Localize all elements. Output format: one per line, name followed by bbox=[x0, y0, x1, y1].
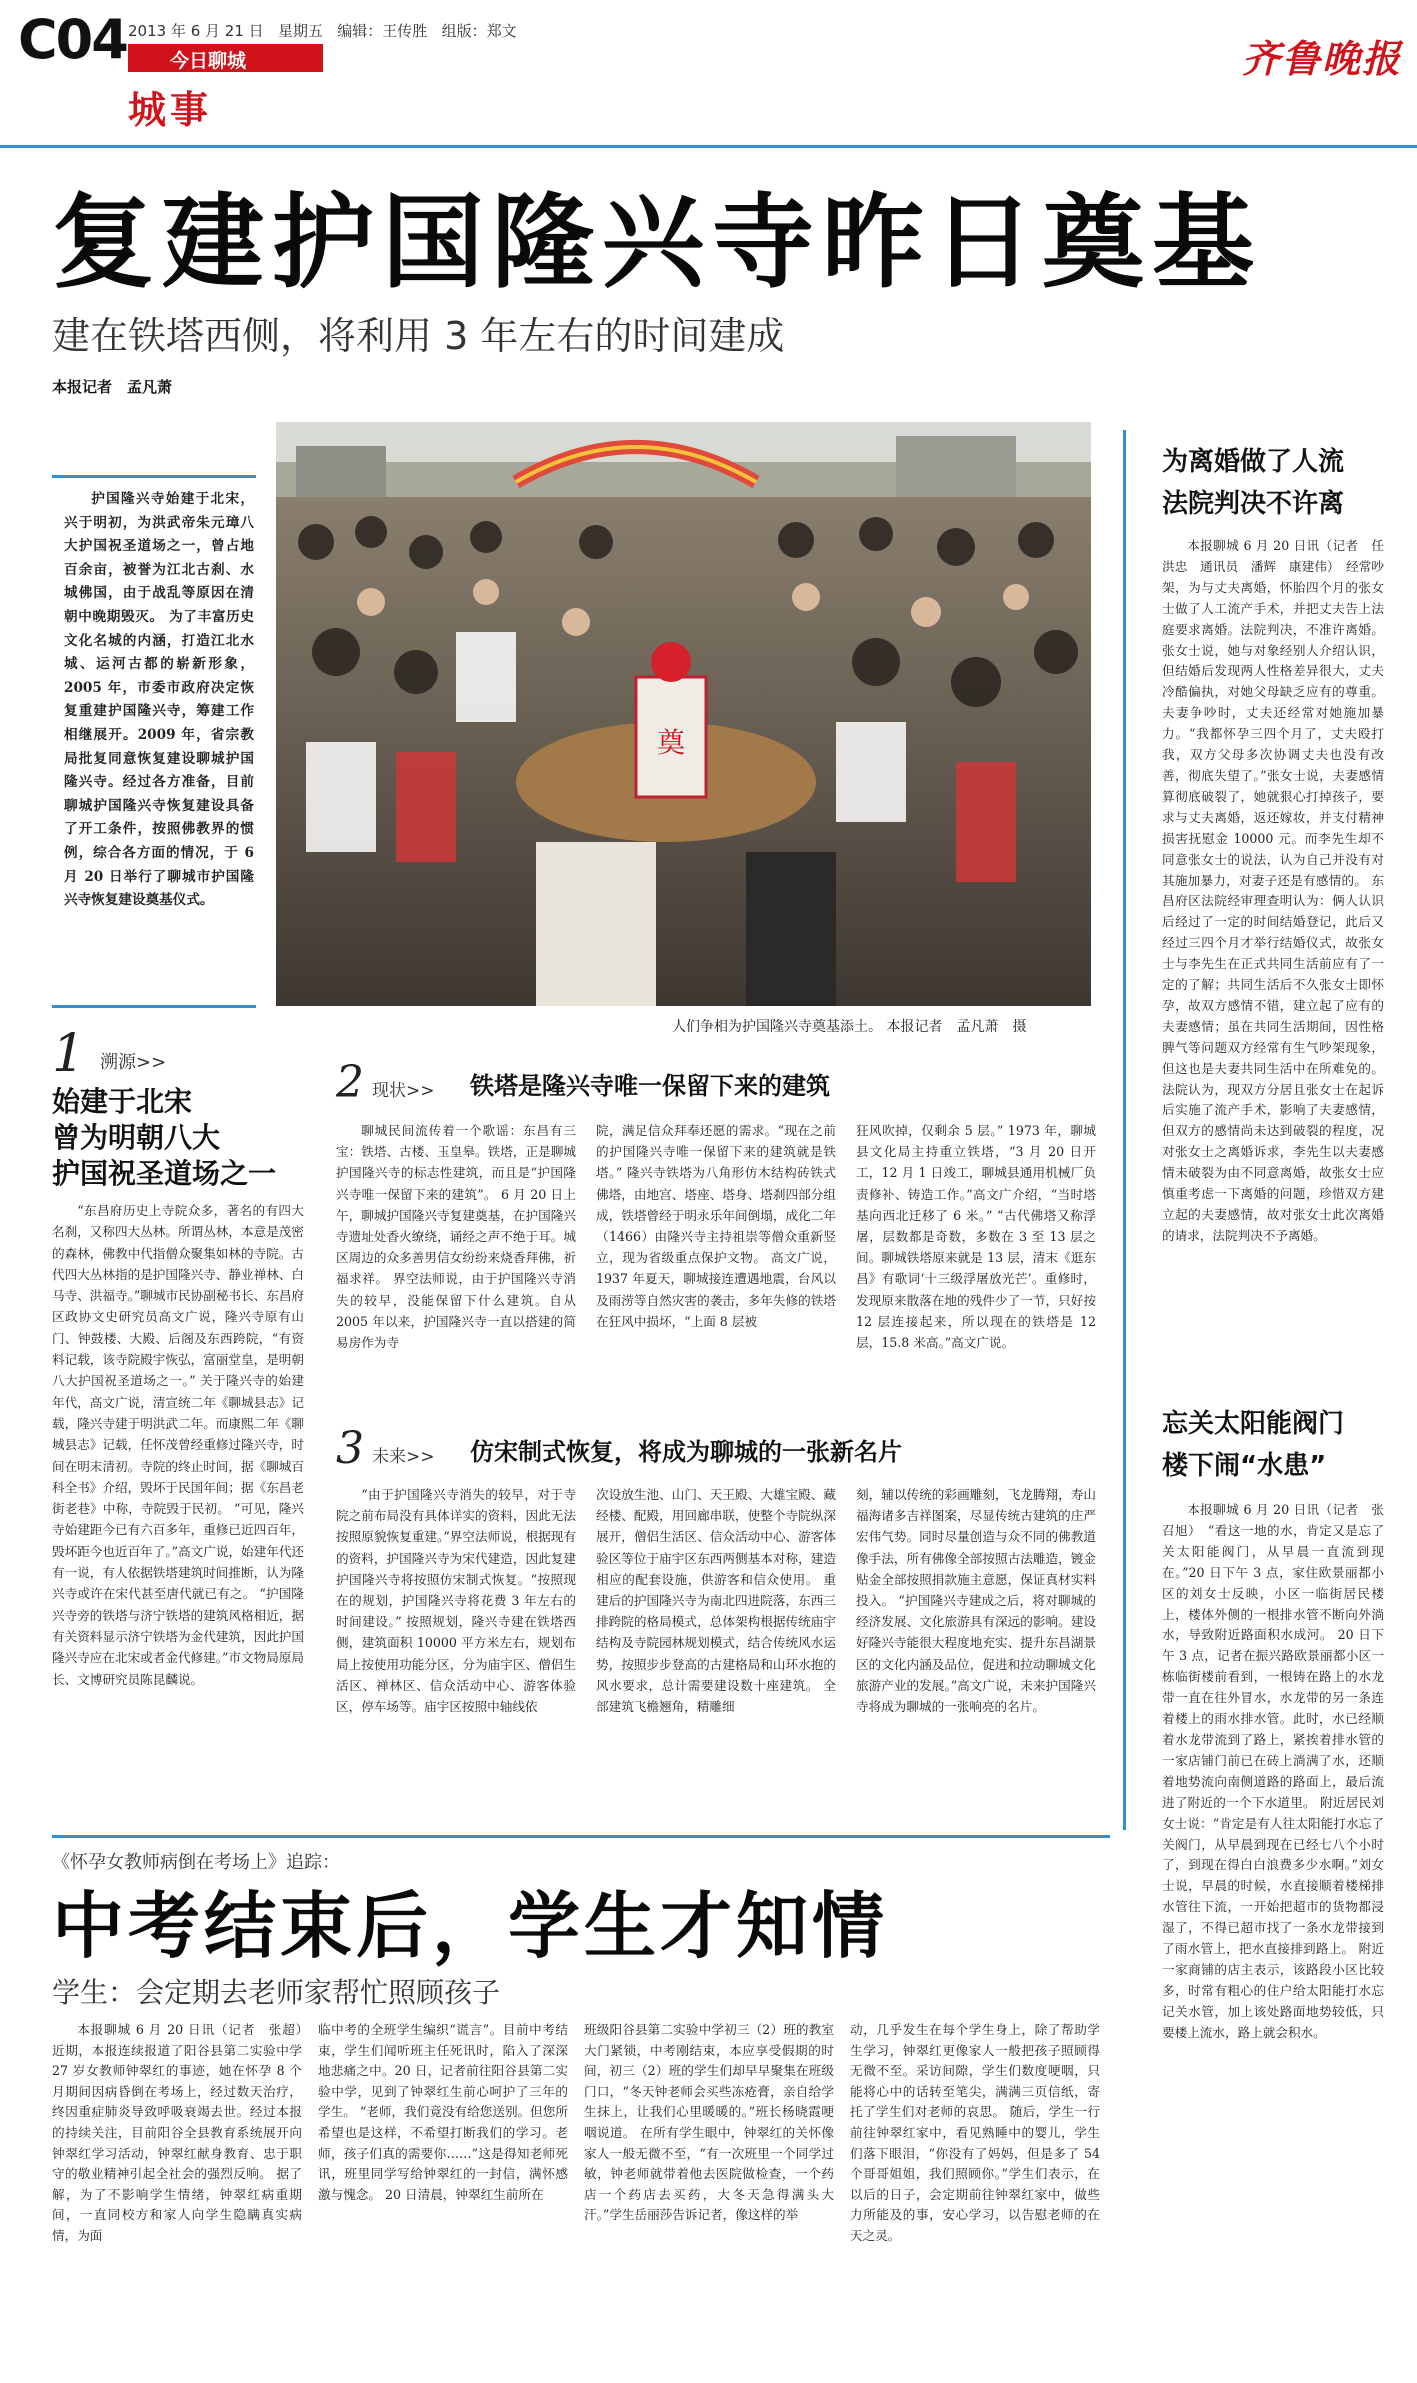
section3-label: 未来>> bbox=[372, 1447, 435, 1467]
issue-weekday: 星期五 bbox=[277, 22, 323, 40]
sidebar-story1-title-line1: 为离婚做了人流 bbox=[1162, 447, 1345, 477]
layout-label: 组版：郑文 bbox=[441, 22, 517, 40]
second-story-headline: 中考结束后，学生才知情 bbox=[52, 1884, 889, 1968]
section2-col1: 聊城民间流传着一个歌谣：东昌有三宝：铁塔、古楼、玉皇皋。铁塔，正是聊城护国隆兴寺的标志性建筑，而且是“护国隆兴寺唯一保留下来的建筑”。 6 月 20 日上午，聊城护国隆兴寺复建奠基，在护国隆兴寺遗址处香火缭绕，诵经之声不绝于耳。城区周边的众多善男信女纷纷来烧香拜佛，祈福求祥。 界空法师说，由于护国隆兴寺消失的较早，没能保留下什么建筑。自从 2005 年以来，护国隆兴寺一直以搭建的简易房作为寺 bbox=[336, 1123, 576, 1351]
sidebar-story2-title-line1: 忘关太阳能阀门 bbox=[1162, 1409, 1345, 1439]
sidebar-divider bbox=[1123, 430, 1126, 1830]
section2-label: 现状>> bbox=[372, 1081, 435, 1101]
section2-title: 铁塔是隆兴寺唯一保留下来的建筑 bbox=[470, 1072, 830, 1100]
section2-number: 2 bbox=[336, 1057, 364, 1108]
photo-caption: 人们争相为护国隆兴寺奠基添土。 本报记者 孟凡萧 摄 bbox=[672, 1019, 1027, 1035]
sidebar-story2-title-line2: 楼下闹“水患” bbox=[1162, 1451, 1327, 1481]
section3-col1: “由于护国隆兴寺消失的较早，对于寺院之前布局没有具体详实的资料，因此无法按照原貌恢复重建。”界空法师说，根据现有的资料，护国隆兴寺为宋代建造，因此复建护国隆兴寺将按照仿宋制式恢复。“按照现在的规划，护国隆兴寺将花费 3 年左右的时间建设。” 按照规划，隆兴寺建在铁塔西侧，建筑面积 10000 平方米左右，规划布局上按使用功能分区，分为庙宇区、僧侣生活区、禅林区、信众活动中心、游客体验区，停车场等。庙宇区按照中轴线依 bbox=[336, 1487, 576, 1715]
sidebar-story1-body: 本报聊城 6 月 20 日讯（记者 任洪忠 通讯员 潘辉 康建伟） 经常吵架，为与丈夫离婚，怀胎四个月的张女士做了人工流产手术，并把丈夫告上法庭要求离婚。法院判决，不准许离婚。 张女士说，她与对象经别人介绍认识，但结婚后发现两人性格差异很大，丈夫冷酷偏执，对她父母缺乏应有的尊重。夫妻争吵时，丈夫还经常对她施加暴力。“我都怀孕三四个月了，丈夫殴打我，双方父母多次协调丈夫也没有改善，彻底失望了。”张女士说，夫妻感情算彻底破裂了，她就狠心打掉孩子，要求与丈夫离婚，返还嫁妆，并支付精神损害抚慰金 10000 元。而李先生却不同意张女士的说法，认为自己并没有对其施加暴力，对妻子还是有感情的。 东昌府区法院经审理查明认为：俩人认识后经过了一定的时间结婚登记，此后又经过三四个月才举行结婚仪式，故张女士与李先生在正式共同生活前应有了一定的了解；共同生活后不久张女士即怀孕，故双方感情不错，建立起了应有的夫妻感情；虽在共同生活期间，因性格脾气等问题双方经常有生气吵架现象，但这也是夫妻共同生活中在所难免的。 法院认为，现双方分居且张女士在起诉后实施了流产手术，影响了夫妻感情，但双方的感情尚未达到破裂的程度，况对张女士之离婚诉求，李先生以夫妻感情未破裂为由不同意离婚，故张女士应慎重考虑一下离婚的问题，珍惜双方建立起的夫妻感情，故对张女士此次离婚的请求，法院判决不予离婚。 bbox=[1162, 538, 1384, 1243]
section1-number: 1 bbox=[52, 1024, 86, 1084]
main-subhead: 建在铁塔西侧，将利用 3 年左右的时间建成 bbox=[52, 314, 785, 358]
second-story-col2: 临中考的全班学生编织“谎言”。目前中考结束，学生们闻听班主任死讯时，陷入了深深地悲痛之中。20 日，记者前往阳谷县第二实验中学，见到了钟翠红生前心呵护了三年的学生。 “老师，我们竟没有给您送别。但您所希望也是这样，不希望打断我们的学习。老师，孩子们真的需要你……”这是得知老师死讯，班里同学写给钟翠红的一封信，满怀感激与愧念。 20 日清晨，钟翠红生前所在 bbox=[318, 2022, 568, 2202]
photo-stone-sign: 奠 bbox=[656, 726, 686, 759]
section3-col3: 刻，辅以传统的彩画雕刻，飞龙腾翔，寿山福海诸多吉祥图案，尽显传统古建筑的庄严宏伟气势。同时尽量创造与众不同的佛教道像手法，所有佛像全部按照古法雕造，镀金贴金全部按照捐款施主意愿，保证真材实料投入。 “护国隆兴寺建成之后，将对聊城的经济发展、文化旅游具有深远的影响。建设好隆兴寺能很大程度地充实、提升东昌湖景区的文化内涵及品位，促进和拉动聊城文化旅游产业的发展。”高文广说，未来护国隆兴寺将成为聊城的一张响亮的名片。 bbox=[856, 1487, 1096, 1715]
main-photo bbox=[276, 422, 1091, 1006]
section1-title-line3: 护国祝圣道场之一 bbox=[52, 1157, 277, 1190]
section1-title-line2: 曾为明朝八大 bbox=[52, 1121, 221, 1154]
section3-title: 仿宋制式恢复，将成为聊城的一张新名片 bbox=[470, 1438, 902, 1466]
editor-label: 编辑：王传胜 bbox=[337, 22, 428, 40]
main-headline: 复建护国隆兴寺昨日奠基 bbox=[52, 184, 1262, 303]
section1-label: 溯源>> bbox=[100, 1052, 167, 1073]
second-story-col4: 动，几乎发生在每个学生身上，除了帮助学生学习，钟翠红更像家人一般把孩子照顾得无微不至。采访间隙，学生们数度哽咽，只能将心中的话转至笔尖，满满三页信纸，寄托了学生们对老师的哀思。 随后，学生一行前往钟翠红家中，看见熟睡中的婴儿，学生们落下眼泪，“你没有了妈妈，但是多了 54 个哥哥姐姐，我们照顾你。”学生们表示，在以后的日子，会定期前往钟翠红家中，做些力所能及的事，安心学习，以告慰老师的在天之灵。 bbox=[850, 2022, 1100, 2243]
section2-col3: 狂风吹掉，仅剩余 5 层。” 1973 年，聊城县文化局主持重立铁塔，“3 月 20 日开工，12 月 1 日竣工，聊城县通用机械厂负责修补、铸造工作。”高文广介绍，“当时塔基向西北迁移了 6 米。” “古代佛塔又称浮屠，层数都是奇数，多数在 3 至 13 层之间。聊城铁塔原来就是 13 层，清末《逛东昌》有歌词‘十三级浮屠放光芒’。重修时，发现原来散落在地的残件少了一节，只好按 12 层连接起来，所以现在的铁塔是 12 层，15.8 米高。”高文广说。 bbox=[856, 1123, 1096, 1351]
header-rule bbox=[0, 145, 1417, 148]
second-story-kicker: 《怀孕女教师病倒在考场上》追踪： bbox=[52, 1852, 340, 1873]
section-tag: 今日聊城 bbox=[170, 50, 247, 72]
section1-body: “东昌府历史上寺院众多，著名的有四大名刹，又称四大丛林。所谓丛林，本意是茂密的森林，佛教中代指僧众聚集如林的寺院。古代四大丛林指的是护国隆兴寺、静业禅林、白马寺、洪福寺。”聊城市民协副秘书长、东昌府区政协文史研究员高文广说，隆兴寺原有山门、钟鼓楼、大殿、后阁及东西跨院，“有资料记载，该寺院殿宇恢弘，富丽堂皇，是明朝八大护国祝圣道场之一。” 关于隆兴寺的始建年代，高文广说，清宣统二年《聊城县志》记载，隆兴寺建于明洪武二年。而康熙二年《聊城县志》记载，任怀茂曾经重修过隆兴寺，时间在明末清初。寺院的终止时间，据《聊城百科全书》介绍，毁坏于民国年间；据《东昌老街老巷》中称，寺院毁于民初。 “可见，隆兴寺始建距今已有六百多年，重修已近四百年，毁坏距今也近百年了。”高文广说，始建年代还有一说，有人依据铁塔建筑时间推断，认为隆兴寺或许在宋代甚至唐代就已有之。 “护国隆兴寺旁的铁塔与济宁铁塔的建筑风格相近，据有关资料显示济宁铁塔为金代建筑，因此护国隆兴寺应在北宋或者金代修建。”市文物局原局长、文博研究员陈昆麟说。 bbox=[52, 1203, 305, 1687]
second-story-top-rule bbox=[52, 1835, 1110, 1838]
second-story-col1: 本报聊城 6 月 20 日讯（记者 张超） 近期，本报连续报道了阳谷县第二实验中学 27 岁女教师钟翠红的事迹，她在怀孕 8 个月期间因病昏倒在考场上，经过数天治疗，终因重症肺炎导致呼吸衰竭去世。经过本报的持续关注，目前阳谷全县教育系统展开向钟翠红学习活动，钟翠红献身教育、忠于职守的敬业精神引起全社会的强烈反响。 据了解，为了不影响学生情绪，钟翠红病重期间，一直同校方和家人向学生隐瞒真实病情，为面 bbox=[52, 2022, 315, 2243]
section-name: 城事 bbox=[128, 88, 213, 132]
sidebar-story1-title-line2: 法院判决不许离 bbox=[1162, 489, 1345, 519]
section3-col2: 次设放生池、山门、天王殿、大雄宝殿、藏经楼、配殿，用回廊串联，使整个寺院纵深展开，僧侣生活区、信众活动中心、游客体验区等位于庙宇区东西两侧基本对称，建造相应的配套设施，供游客和信众使用。 重建后的护国隆兴寺为南北四进院落，东西三排跨院的格局模式，总体架构根据传统庙宇结构及寺院园林规划模式，结合传统风水运势，按照步步登高的古建格局和山环水抱的风水要求，总计需要建设数十座建筑。 全部建筑飞檐翘角，精雕细 bbox=[596, 1487, 836, 1715]
main-byline: 本报记者 孟凡萧 bbox=[52, 378, 173, 396]
lead-paragraph: 护国隆兴寺始建于北宋，兴于明初，为洪武帝朱元璋八大护国祝圣道场之一，曾占地百余亩，被誉为江北古刹、水城佛国，由于战乱等原因在清朝中晚期毁灭。 为了丰富历史文化名城的内涵，打造江北水城、运河古都的崭新形象，2005 年，市委市政府决定恢复重建护国隆兴寺，筹建工作相继展开。2009 年，省宗教局批复同意恢复建设聊城护国隆兴寺。经过各方准备，目前聊城护国隆兴寺恢复建设具备了开工条件，按照佛教界的惯例，综合各方面的情况，于 6 月 20 日举行了聊城市护国隆兴寺恢复建设奠基仪式。 bbox=[64, 491, 254, 909]
section3-number: 3 bbox=[336, 1423, 364, 1474]
page-number: C04 bbox=[18, 8, 127, 71]
second-story-col3: 班级阳谷县第二实验中学初三（2）班的教室大门紧锁，中考刚结束，本应享受假期的时间，初三（2）班的学生们却早早聚集在班级门口，“冬天钟老师会买些冻疮膏，亲自给学生抹上，让我们心里暖暖的。”班长杨晓霞哽咽说道。 在所有学生眼中，钟翠红的关怀像家人一般无微不至，“有一次班里一个同学过敏，钟老师就带着他去医院做检查，一个药店一个药店去买药，大冬天急得满头大汗。”学生岳丽莎告诉记者，像这样的举 bbox=[584, 2022, 834, 2223]
sidebar-story2-body: 本报聊城 6 月 20 日讯（记者 张召旭） “看这一地的水，肯定又是忘了关太阳能阀门，从早晨一直流到现在。”20 日下午 3 点，家住欧景丽都小区的刘女士反映，小区一临街居民楼上，楼体外侧的一根排水管不断向外淌水，导致附近路面积水成河。 20 日下午 3 点，记者在振兴路欧景丽都小区一栋临街楼前看到，一根铸在路上的水龙带一直在往外冒水，水龙带的另一条连着楼上的雨水排水管。此时，水已经顺着水龙带流到了路上，紧挨着排水管的一家店铺门前已在砖上淌满了水，还顺着地势流向南侧道路的路面上，最后流进了附近的一个下水道里。 附近居民刘女士说：“肯定是有人往太阳能打水忘了关阀门，从早晨到现在已经七八个小时了，到现在得白白浪费多少水啊。”刘女士说，早晨的时候，水直接顺着楼梯排水管往下流，一开始把超市的货物都浸湿了，不得已超市找了一条水龙带接到了雨水管上，把水直接排到路上。 附近一家商铺的店主表示，该路段小区比较多，时常有粗心的住户给太阳能打水忘记关水管，加上该处路面地势较低，只要楼上流水，路上就会积水。 bbox=[1162, 1502, 1384, 2040]
header-meta bbox=[128, 20, 517, 41]
section1-title-line1: 始建于北宋 bbox=[52, 1085, 193, 1118]
lead-bottom-rule bbox=[52, 1005, 256, 1008]
brand-logo: 齐鲁晚报 bbox=[1242, 36, 1403, 81]
ceremony-photo bbox=[276, 422, 1091, 1006]
lead-top-rule bbox=[52, 475, 256, 478]
second-story-subhead: 学生：会定期去老师家帮忙照顾孩子 bbox=[52, 1976, 501, 2009]
section2-col2: 院，满足信众拜奉还愿的需求。“现在之前的护国隆兴寺唯一保留下来的建筑就是铁塔。” 隆兴寺铁塔为八角形仿木结构砖铁式佛塔，由地宫、塔座、塔身、塔刹四部分组成，铁塔曾经于明永乐年间倒塌，成化二年（1466）由隆兴寺主持祖崇等僧众重新竖立，现为省级重点保护文物。 高文广说，1937 年夏天，聊城接连遭遇地震，台风以及雨涝等自然灾害的袭击，多年失修的铁塔在狂风中损坏，“上面 8 层被 bbox=[596, 1123, 836, 1329]
issue-date: 2013 年 6 月 21 日 bbox=[128, 22, 264, 40]
